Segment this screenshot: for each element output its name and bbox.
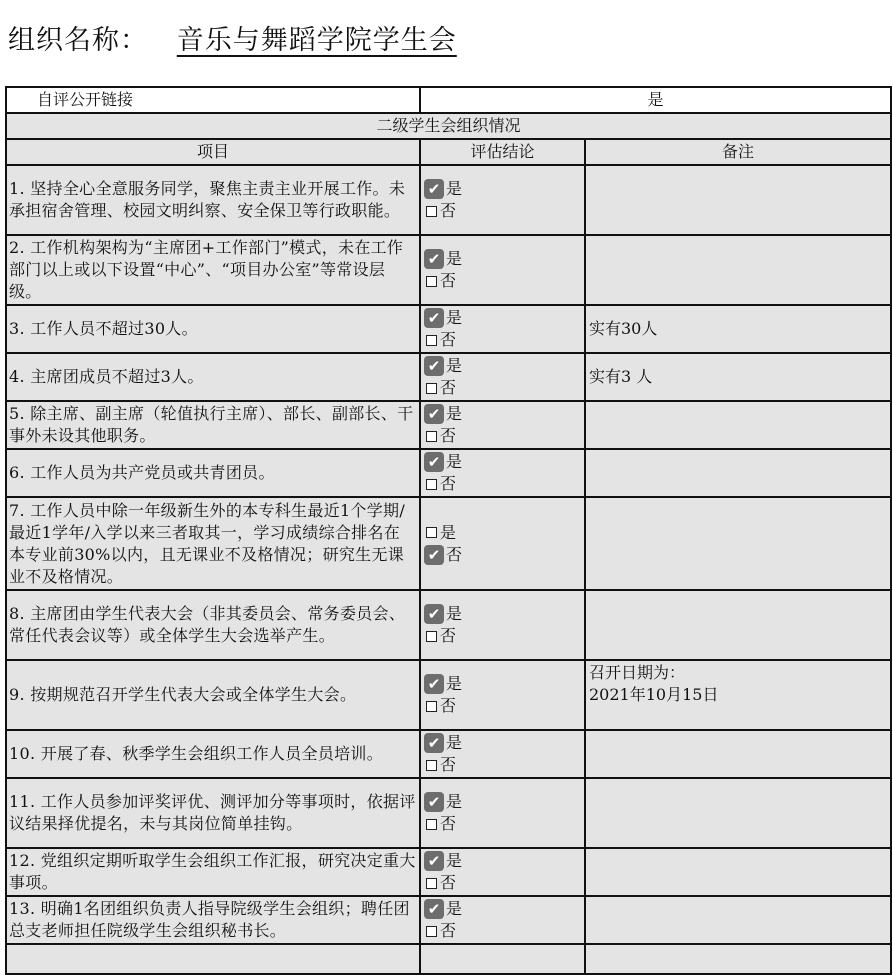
option-label: 是 [446, 792, 463, 811]
option-label: 否 [440, 626, 457, 645]
item-text: 7. 工作人员中除一年级新生外的本专科生最近1个学期/最近1学年/入学以来三者取其一，学习成绩综合排名在本专业前30%以内，且无课业不及格情况；研究生无课业不及格情况。 [6, 497, 420, 590]
result-cell [420, 848, 585, 896]
option-label: 是 [446, 308, 463, 327]
option-no[interactable] [424, 270, 581, 292]
option-label: 否 [440, 755, 457, 774]
note-text [585, 449, 891, 497]
checked-box-icon[interactable]: ✔ [424, 604, 444, 624]
option-label: 是 [440, 522, 457, 542]
option-label: 否 [440, 378, 457, 397]
option-yes[interactable] [424, 850, 581, 872]
option-no[interactable] [424, 329, 581, 351]
evaluation-table [5, 86, 892, 975]
note-text: 实有3 人 [585, 353, 891, 401]
option-label: 否 [440, 921, 457, 940]
result-cell [420, 353, 585, 401]
note-text [585, 896, 891, 944]
table-row [6, 305, 891, 353]
col-header-item: 项目 [6, 139, 420, 165]
result-cell [420, 590, 585, 660]
table-row [6, 848, 891, 896]
checked-box-icon[interactable]: ✔ [424, 452, 444, 472]
empty-box-icon[interactable] [426, 819, 437, 830]
option-label: 否 [440, 271, 457, 290]
empty-cell [585, 944, 891, 974]
option-yes[interactable] [424, 178, 581, 200]
empty-box-icon[interactable] [426, 631, 437, 642]
result-cell [420, 497, 585, 590]
option-no[interactable] [424, 920, 581, 942]
checked-box-icon[interactable]: ✔ [424, 249, 444, 269]
table-row [6, 590, 891, 660]
option-no[interactable] [424, 695, 581, 717]
checked-box-icon[interactable]: ✔ [424, 899, 444, 919]
option-no[interactable] [424, 625, 581, 647]
option-label: 是 [446, 404, 463, 423]
result-cell [420, 235, 585, 305]
item-text: 11. 工作人员参加评奖评优、测评加分等事项时，依据评议结果择优提名，未与其岗位简单挂钩。 [6, 778, 420, 848]
option-yes[interactable] [424, 791, 581, 813]
org-name-heading [8, 18, 553, 57]
empty-cell [420, 944, 585, 974]
public-link-row [6, 87, 891, 113]
table-row [6, 235, 891, 305]
option-label: 否 [440, 330, 457, 349]
checked-box-icon[interactable]: ✔ [424, 179, 444, 199]
option-no[interactable] [424, 544, 581, 566]
item-text: 4. 主席团成员不超过3人。 [6, 353, 420, 401]
item-text: 10. 开展了春、秋季学生会组织工作人员全员培训。 [6, 730, 420, 778]
option-yes[interactable] [424, 732, 581, 754]
column-header-row [6, 139, 891, 165]
result-cell [420, 730, 585, 778]
empty-box-icon[interactable] [426, 431, 437, 442]
result-cell [420, 165, 585, 235]
option-label: 否 [440, 873, 457, 892]
table-row [6, 944, 891, 974]
empty-box-icon[interactable] [426, 206, 437, 217]
option-label: 是 [446, 851, 463, 870]
note-text [585, 165, 891, 235]
note-text: 实有30人 [585, 305, 891, 353]
org-name-text: 音乐与舞蹈学院学生会 [176, 25, 457, 56]
public-link-value: 是 [420, 87, 891, 113]
note-text [585, 778, 891, 848]
option-label: 是 [446, 604, 463, 623]
option-yes[interactable] [424, 248, 581, 270]
result-cell [420, 778, 585, 848]
item-text: 6. 工作人员为共产党员或共青团员。 [6, 449, 420, 497]
result-cell [420, 896, 585, 944]
org-name-label: 组织名称： [8, 25, 148, 56]
option-label: 是 [446, 733, 463, 752]
table-row [6, 660, 891, 730]
checked-box-icon[interactable]: ✔ [424, 404, 444, 424]
option-label: 否 [440, 696, 457, 715]
result-cell [420, 401, 585, 449]
note-text: 召开日期为： 2021年10月15日 [585, 660, 891, 730]
checked-box-icon[interactable]: ✔ [424, 851, 444, 871]
table-row [6, 353, 891, 401]
item-text: 8. 主席团由学生代表大会（非其委员会、常务委员会、常任代表会议等）或全体学生大会选举产生。 [6, 590, 420, 660]
note-text [585, 848, 891, 896]
note-text [585, 401, 891, 449]
empty-box-icon[interactable] [426, 878, 437, 889]
option-label: 是 [446, 249, 463, 268]
section-title-row [6, 113, 891, 139]
table-row [6, 778, 891, 848]
option-yes[interactable] [424, 522, 581, 544]
checked-box-icon[interactable]: ✔ [424, 674, 444, 694]
option-yes[interactable] [424, 603, 581, 625]
checked-box-icon[interactable]: ✔ [424, 792, 444, 812]
table-row [6, 497, 891, 590]
option-yes[interactable] [424, 403, 581, 425]
item-text: 1. 坚持全心全意服务同学，聚焦主责主业开展工作。未承担宿舍管理、校园文明纠察、安全保卫等行政职能。 [6, 165, 420, 235]
item-text: 3. 工作人员不超过30人。 [6, 305, 420, 353]
option-no[interactable] [424, 425, 581, 447]
empty-box-icon[interactable] [426, 276, 437, 287]
checked-box-icon[interactable]: ✔ [424, 545, 444, 565]
org-name-value [148, 25, 553, 56]
checked-box-icon[interactable]: ✔ [424, 733, 444, 753]
option-label: 是 [446, 674, 463, 693]
option-label: 是 [446, 356, 463, 375]
empty-box-icon[interactable] [426, 335, 437, 346]
option-label: 否 [440, 426, 457, 445]
empty-box-icon[interactable] [426, 479, 437, 490]
table-row [6, 896, 891, 944]
option-no[interactable] [424, 200, 581, 222]
option-label: 是 [446, 179, 463, 198]
result-cell [420, 305, 585, 353]
option-label: 否 [440, 814, 457, 833]
option-yes[interactable] [424, 673, 581, 695]
option-label: 否 [440, 474, 457, 493]
option-yes[interactable] [424, 898, 581, 920]
option-no[interactable] [424, 813, 581, 835]
option-label: 是 [446, 452, 463, 471]
empty-box-icon[interactable] [426, 760, 437, 771]
option-label: 否 [446, 544, 463, 564]
empty-box-icon[interactable] [426, 701, 437, 712]
option-yes[interactable] [424, 307, 581, 329]
checked-box-icon[interactable]: ✔ [424, 356, 444, 376]
option-label: 否 [440, 201, 457, 220]
option-yes[interactable] [424, 451, 581, 473]
option-no[interactable] [424, 377, 581, 399]
note-text [585, 730, 891, 778]
section-title: 二级学生会组织情况 [6, 113, 891, 139]
result-cell [420, 449, 585, 497]
empty-box-icon[interactable] [426, 527, 437, 538]
option-yes[interactable] [424, 355, 581, 377]
result-cell [420, 660, 585, 730]
empty-box-icon[interactable] [426, 926, 437, 937]
option-no[interactable] [424, 754, 581, 776]
note-text [585, 235, 891, 305]
table-row [6, 730, 891, 778]
table-row [6, 165, 891, 235]
table-row [6, 401, 891, 449]
item-text: 13. 明确1名团组织负责人指导院级学生会组织；聘任团总支老师担任院级学生会组织秘书长。 [6, 896, 420, 944]
note-text [585, 497, 891, 590]
table-row [6, 449, 891, 497]
item-text: 2. 工作机构架构为“主席团+工作部门”模式，未在工作部门以上或以下设置“中心”、“项目办公室”等常设层级。 [6, 235, 420, 305]
col-header-result: 评估结论 [420, 139, 585, 165]
item-text: 5. 除主席、副主席（轮值执行主席）、部长、副部长、干事外未设其他职务。 [6, 401, 420, 449]
col-header-note: 备注 [585, 139, 891, 165]
option-label: 是 [446, 899, 463, 918]
item-text: 9. 按期规范召开学生代表大会或全体学生大会。 [6, 660, 420, 730]
option-no[interactable] [424, 473, 581, 495]
empty-cell [6, 944, 420, 974]
option-no[interactable] [424, 872, 581, 894]
empty-box-icon[interactable] [426, 383, 437, 394]
public-link-label: 自评公开链接 [6, 87, 420, 113]
item-text: 12. 党组织定期听取学生会组织工作汇报，研究决定重大事项。 [6, 848, 420, 896]
note-text [585, 590, 891, 660]
checked-box-icon[interactable]: ✔ [424, 308, 444, 328]
